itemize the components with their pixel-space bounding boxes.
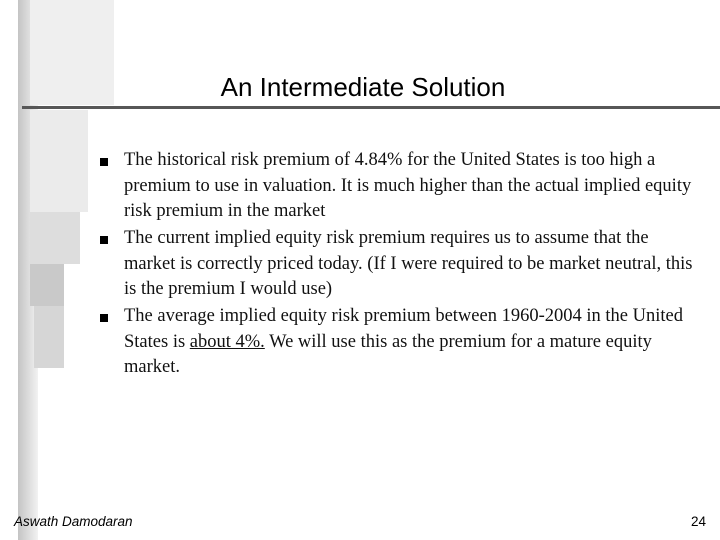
bullet-text: The current implied equity risk premium requires us to assume that the market is correctly priced today. (If I were required to be market neutral, this is the premium I would use) xyxy=(124,228,693,299)
footer-author: Aswath Damodaran xyxy=(14,514,133,529)
bullet-text-part: We will use this as the premium for a mature equity market. xyxy=(124,331,652,377)
decor-bar-upper xyxy=(30,0,114,105)
decor-bar-block-2 xyxy=(30,212,80,264)
decor-bar-block-4 xyxy=(34,306,64,368)
underlined-value: about 4%. xyxy=(189,331,265,352)
title-divider-rule xyxy=(22,106,720,109)
page-number: 24 xyxy=(690,514,706,529)
bullet-list xyxy=(96,148,696,382)
square-bullet-icon xyxy=(100,236,108,244)
decor-bar-block-1 xyxy=(30,110,88,212)
bullet-text xyxy=(124,306,683,377)
bullet-text-part: The average implied equity risk premium between 1960-2004 in the United States is xyxy=(124,306,683,352)
bullet-item-average-implied-premium xyxy=(96,304,696,381)
decor-bar-block-3 xyxy=(30,264,64,306)
bullet-item-historical-premium xyxy=(96,148,696,225)
square-bullet-icon xyxy=(100,158,108,166)
bullet-item-current-implied-premium xyxy=(96,226,696,303)
slide-title: An Intermediate Solution xyxy=(220,72,506,102)
bullet-text: The historical risk premium of 4.84% for the United States is too high a premium to use in valuation. It is much higher than the actual implied equity risk premium in the market xyxy=(124,150,692,221)
square-bullet-icon xyxy=(100,314,108,322)
